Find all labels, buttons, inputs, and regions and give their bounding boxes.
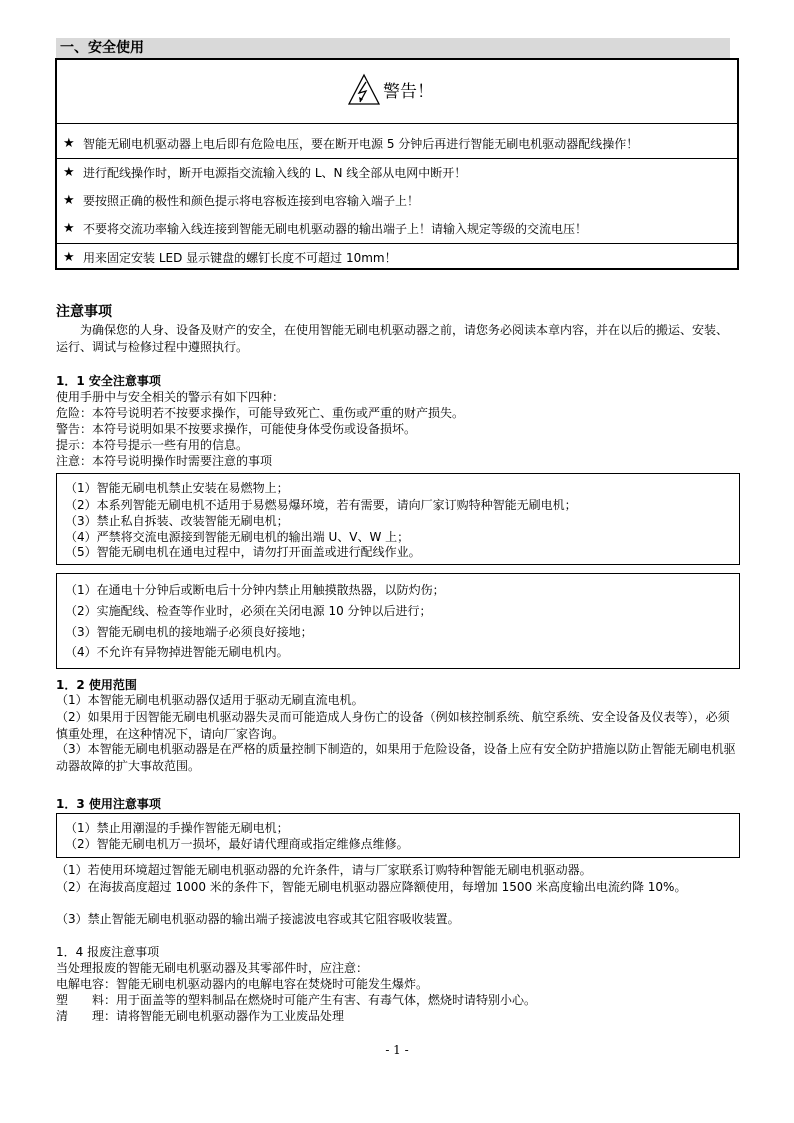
disposal-line: 当处理报废的智能无刷电机驱动器及其零部件时，应注意： [56,961,369,975]
scope-paragraph: （1）本智能无刷电机驱动器仅适用于驱动无刷直流电机。 [56,693,364,707]
disposal-line: 电解电容：智能无刷电机驱动器内的电解电容在焚烧时可能发生爆炸。 [56,977,429,991]
warning-item-text: 不要将交流功率输入线连接到智能无刷电机驱动器的输出端子上！请输入规定等级的交流电压！ [83,222,588,236]
star-icon: ★ [63,250,75,265]
section-1-1-heading: 1．1 安全注意事项 [56,374,161,388]
caution-item: （1）在通电十分钟后或断电后十分钟内禁止用触摸散热器，以防灼伤； [65,583,445,597]
safety-line: 使用手册中与安全相关的警示有如下四种： [56,390,285,404]
section-1-4-heading: 1．4 报废注意事项 [56,945,160,959]
scope-paragraph: （3）本智能无刷电机驱动器是在严格的质量控制下制造的，如果用于危险设备，设备上应有安全防护措施以防止智能无刷电机驱动器故障的扩大事故范围。 [56,742,736,773]
danger-item: （3）禁止私自拆装、改装智能无刷电机； [65,514,289,528]
danger-box [56,473,740,565]
usage-paragraph: （1）若使用环境超过智能无刷电机驱动器的允许条件，请与厂家联系订购特种智能无刷电机驱动器。 [56,863,592,877]
star-icon: ★ [63,136,75,151]
scope-paragraph: （2）如果用于因智能无刷电机驱动器失灵而可能造成人身伤亡的设备（例如核控制系统、航空系统、安全设备及仪表等），必须慎重处理，在这种情况下，请向厂家咨询。 [56,710,730,741]
warning-title: 警告！ [383,82,434,102]
usage-box [56,813,740,858]
warning-item [57,130,737,159]
warning-item [57,159,737,187]
safety-line: 危险：本符号说明若不按要求操作，可能导致死亡、重伤或严重的财产损失。 [56,406,465,420]
warning-item-text: 进行配线操作时，断开电源指交流输入线的 L、N 线全部从电网中断开！ [83,166,467,180]
danger-item: （1）智能无刷电机禁止安装在易燃物上； [65,481,289,495]
warning-item-text: 要按照正确的极性和颜色提示将电容板连接到电容输入端子上！ [83,194,420,208]
danger-item: （2）本系列智能无刷电机不适用于易燃易爆环境，若有需要，请向厂家订购特种智能无刷电机； [65,498,577,512]
warning-header [57,60,737,124]
caution-item: （4）不允许有异物掉进智能无刷电机内。 [65,645,289,659]
safety-line: 提示：本符号提示一些有用的信息。 [56,438,249,452]
safety-line: 警告：本符号说明如果不按要求操作，可能使身体受伤或设备损坏。 [56,422,417,436]
disposal-line: 塑 料：用于面盖等的塑料制品在燃烧时可能产生有害、有毒气体，燃烧时请特别小心。 [56,993,537,1007]
star-icon: ★ [63,193,75,208]
disposal-line: 清 理：请将智能无刷电机驱动器作为工业废品处理 [56,1009,345,1023]
warning-triangle-icon [347,73,381,107]
section-1-3-heading: 1．3 使用注意事项 [56,797,161,811]
section-title: 一、安全使用 [56,38,730,58]
usage-paragraph: （3）禁止智能无刷电机驱动器的输出端子接滤波电容或其它阻容吸收装置。 [56,912,460,926]
usage-box-item: （2）智能无刷电机万一损坏，最好请代理商或指定维修点维修。 [65,837,409,851]
warning-item-text: 智能无刷电机驱动器上电后即有危险电压，要在断开电源 5 分钟后再进行智能无刷电机驱动器配线操作！ [83,137,639,151]
warning-box [55,58,739,270]
usage-paragraph: （2）在海拔高度超过 1000 米的条件下，智能无刷电机驱动器应降额使用，每增加 1500 米高度输出电流约降 10%。 [56,880,687,894]
usage-box-item: （1）禁止用潮湿的手操作智能无刷电机； [65,821,289,835]
warning-item [57,215,737,244]
safety-line: 注意：本符号说明操作时需要注意的事项 [56,454,273,468]
caution-item: （2）实施配线、检查等作业时，必须在关闭电源 10 分钟以后进行； [65,604,432,618]
danger-item: （4）严禁将交流电源接到智能无刷电机的输出端 U、V、W 上； [65,530,410,544]
star-icon: ★ [63,221,75,236]
danger-item: （5）智能无刷电机在通电过程中，请勿打开面盖或进行配线作业。 [65,545,421,559]
warning-item-text: 用来固定安装 LED 显示键盘的螺钉长度不可超过 10mm！ [83,251,397,265]
star-icon: ★ [63,165,75,180]
section-1-2-heading: 1．2 使用范围 [56,678,137,692]
notes-heading: 注意事项 [56,304,112,320]
page-number: - 1 - [385,1043,409,1057]
notes-intro: 为确保您的人身、设备及财产的安全，在使用智能无刷电机驱动器之前，请您务必阅读本章内容，并在以后的搬运、安装、运行、调试与检修过程中遵照执行。 [56,323,729,354]
warning-item [57,187,737,215]
warning-item [57,244,737,272]
caution-box [56,573,740,669]
caution-item: （3）智能无刷电机的接地端子必须良好接地； [65,625,313,639]
